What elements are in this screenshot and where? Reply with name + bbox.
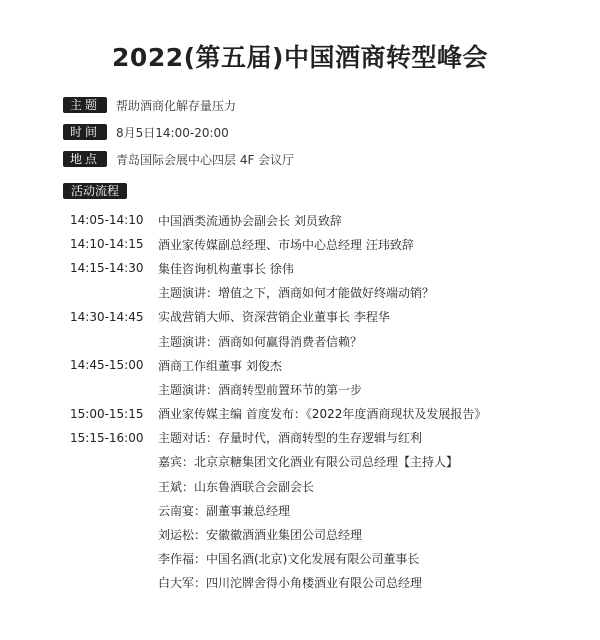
schedule-row [70, 256, 590, 280]
schedule-row [70, 329, 590, 353]
theme-tag: 主题 [63, 97, 107, 113]
info-row-location [63, 150, 294, 168]
schedule-time: 14:05-14:10 [70, 213, 144, 228]
schedule-row [70, 450, 590, 474]
schedule-row [70, 377, 590, 401]
page-title: 2022(第五届)中国酒商转型峰会 [112, 43, 488, 72]
location-tag: 地点 [63, 151, 107, 167]
schedule-row [70, 474, 590, 498]
schedule-text: 集佳咨询机构董事长 徐伟 [158, 261, 294, 276]
theme-value: 帮助酒商化解存量压力 [116, 98, 237, 113]
schedule-text: 中国酒类流通协会副会长 刘员致辞 [158, 213, 342, 228]
schedule-time: 14:15-14:30 [70, 261, 144, 276]
location-value: 青岛国际会展中心四层 4F 会议厅 [116, 152, 295, 167]
schedule-text: 实战营销大师、资深营销企业董事长 李程华 [158, 310, 390, 325]
schedule-text: 李作福：中国名酒(北京)文化发展有限公司董事长 [158, 552, 420, 567]
schedule-time: 15:00-15:15 [70, 406, 144, 421]
schedule-text: 嘉宾：北京京糖集团文化酒业有限公司总经理【主持人】 [158, 455, 459, 470]
schedule-text: 白大军：四川沱牌舍得小角楼酒业有限公司总经理 [158, 576, 423, 591]
schedule-row [70, 522, 590, 546]
schedule-text: 主题演讲：增值之下，酒商如何才能做好终端动销？ [158, 286, 435, 301]
schedule-time: 15:15-16:00 [70, 430, 144, 445]
schedule-text: 酒业家传媒副总经理、市场中心总经理 汪玮致辞 [158, 237, 414, 252]
schedule-list [70, 208, 590, 595]
schedule-row [70, 208, 590, 232]
schedule-row [70, 547, 590, 571]
time-value: 8月5日14:00-20:00 [116, 125, 229, 140]
schedule-text: 主题演讲：酒商转型前置环节的第一步 [158, 382, 363, 397]
schedule-time: 14:30-14:45 [70, 309, 144, 324]
event-info [63, 96, 294, 177]
schedule-text: 主题演讲：酒商如何赢得消费者信赖？ [158, 334, 363, 349]
schedule-time: 14:10-14:15 [70, 237, 144, 252]
schedule-text: 刘运松：安徽徽酒酒业集团公司总经理 [158, 528, 363, 543]
schedule-row [70, 353, 590, 377]
schedule-row [70, 402, 590, 426]
schedule-text: 云南宴：副董事兼总经理 [158, 503, 291, 518]
schedule-time: 14:45-15:00 [70, 358, 144, 373]
schedule-row [70, 498, 590, 522]
schedule-section-label: 活动流程 [63, 183, 127, 199]
schedule-row [70, 426, 590, 450]
info-row-time [63, 123, 294, 141]
schedule-text: 酒业家传媒主编 首度发布：《2022年度酒商现状及发展报告》 [158, 407, 487, 422]
schedule-row [70, 232, 590, 256]
schedule-row [70, 281, 590, 305]
time-tag: 时间 [63, 124, 107, 140]
schedule-text: 主题对话：存量时代，酒商转型的生存逻辑与红利 [158, 431, 423, 446]
schedule-text: 王斌：山东鲁酒联合会副会长 [158, 479, 315, 494]
schedule-row [70, 571, 590, 595]
schedule-row [70, 305, 590, 329]
info-row-theme [63, 96, 294, 114]
schedule-text: 酒商工作组董事 刘俊杰 [158, 358, 282, 373]
